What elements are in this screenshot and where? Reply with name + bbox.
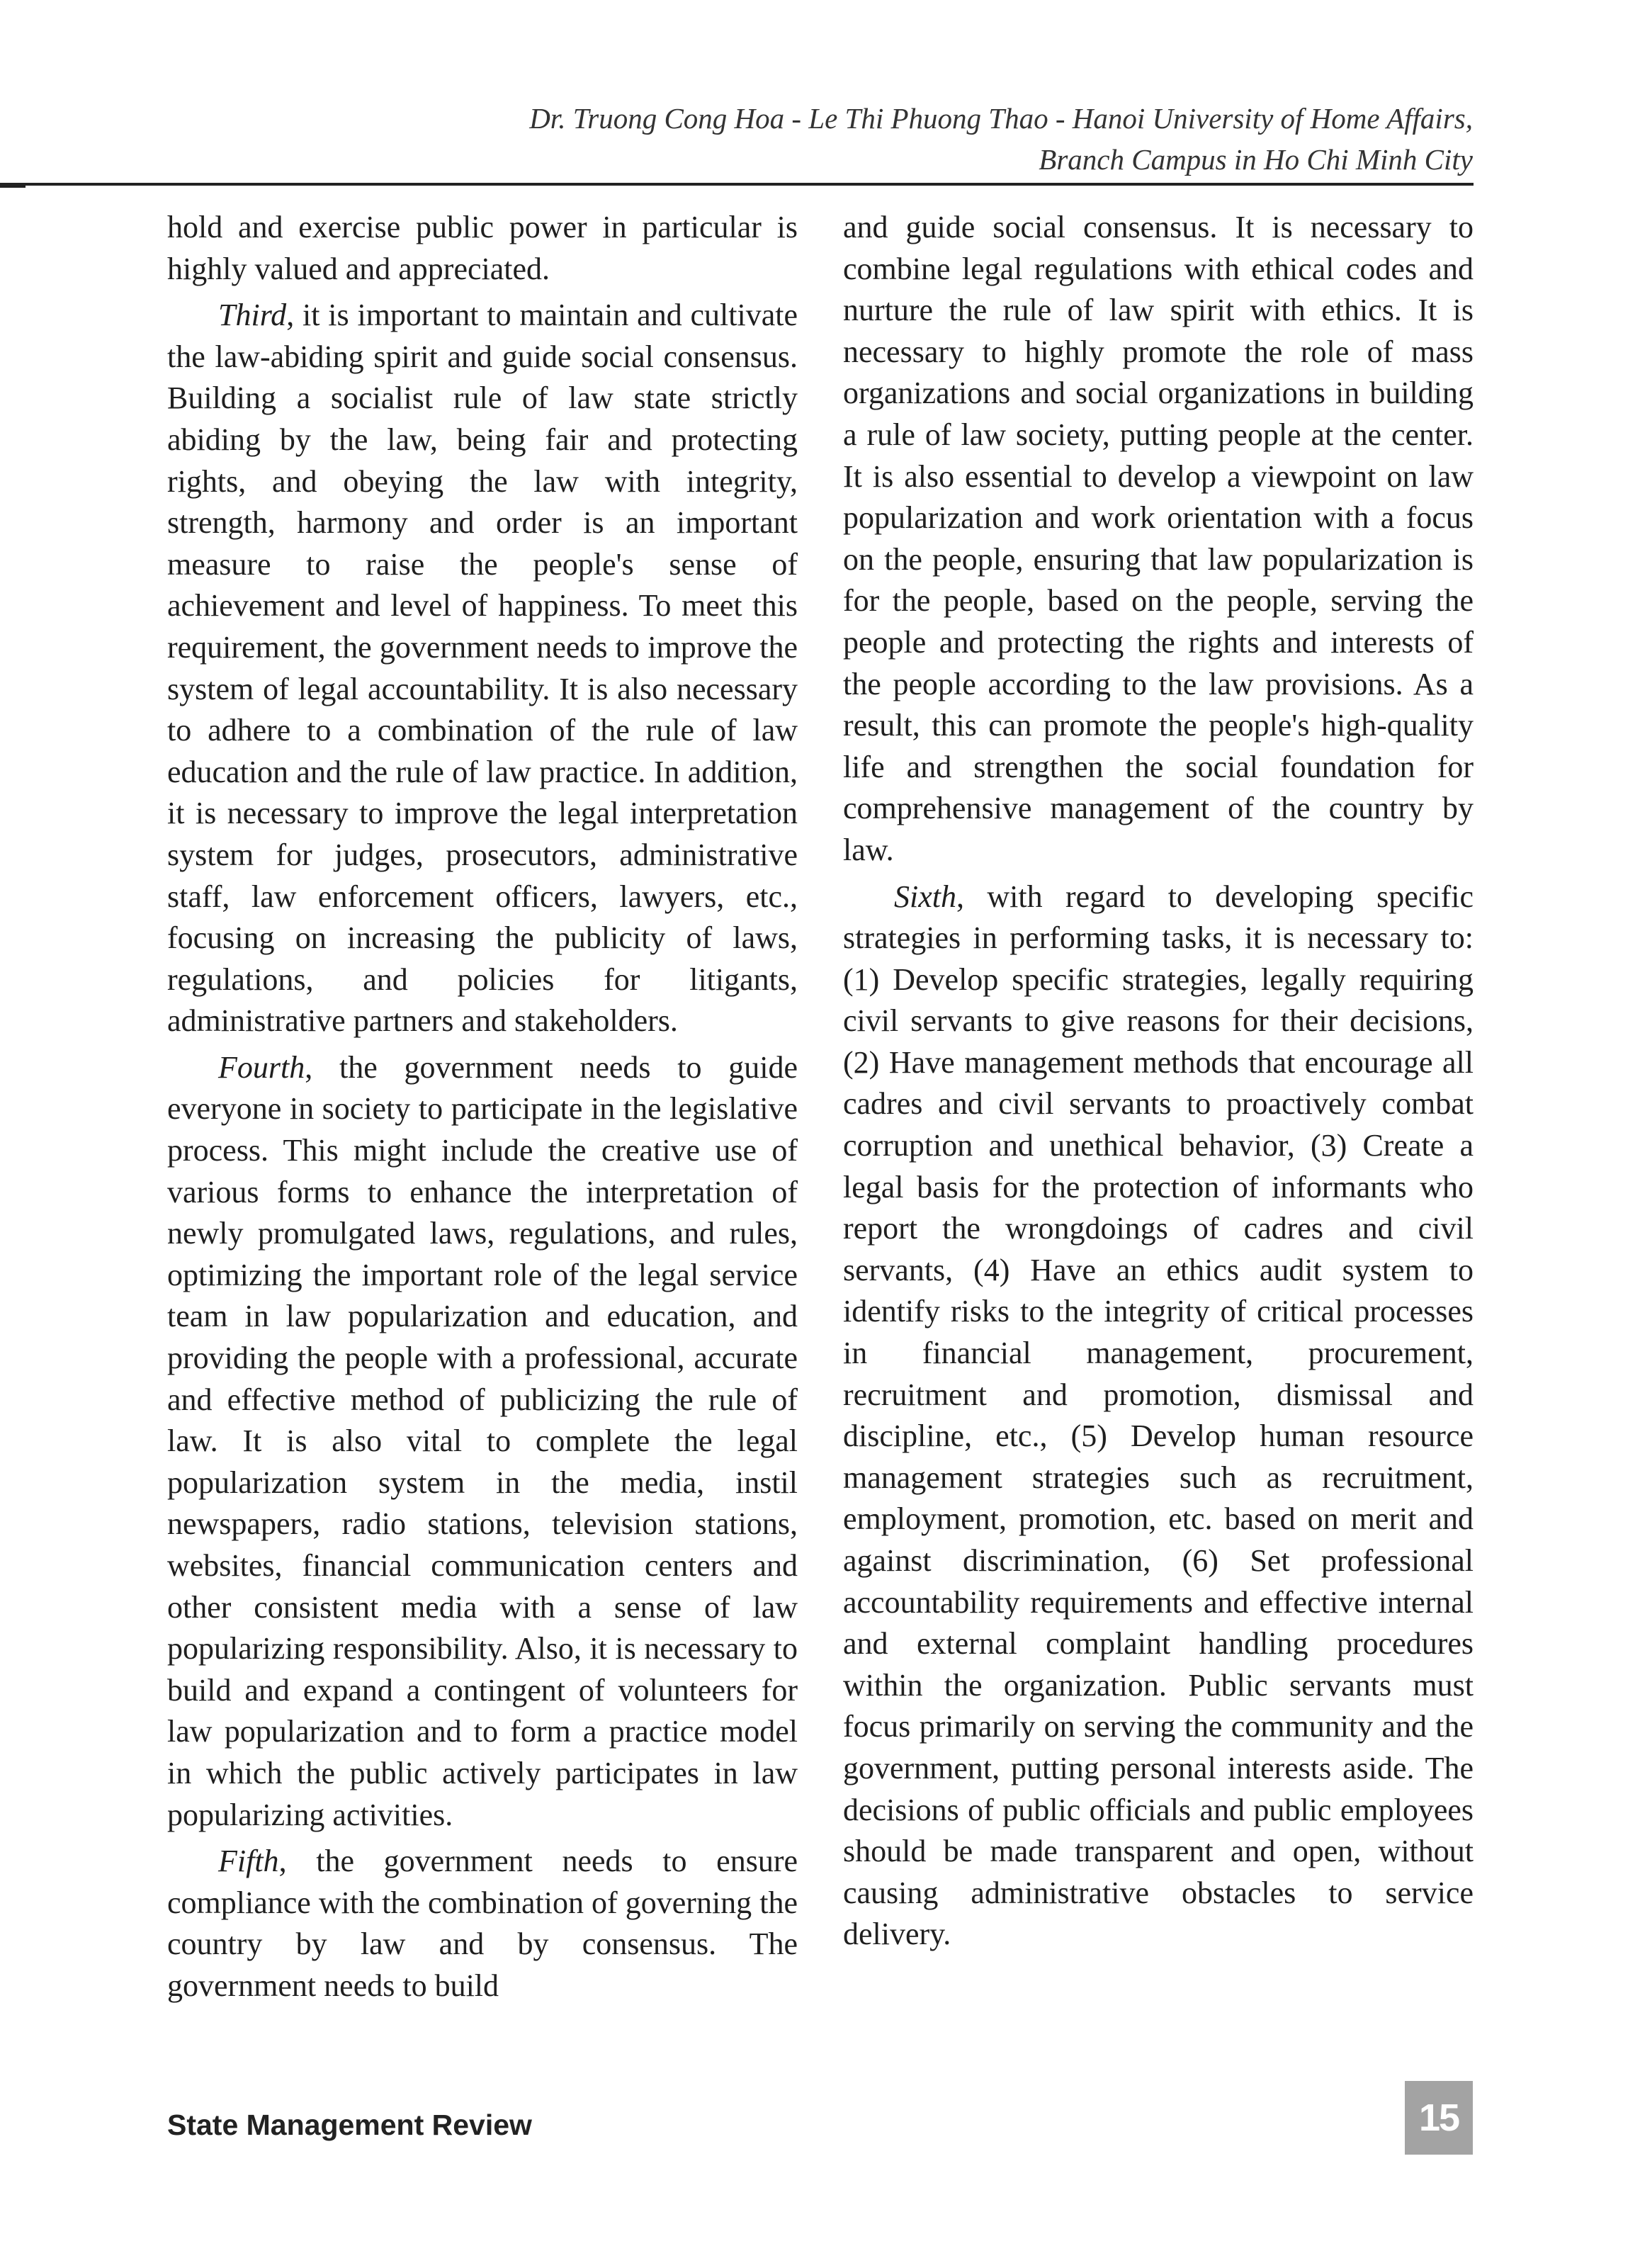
journal-name: State Management Review bbox=[167, 2109, 532, 2141]
paragraph-text: , the government needs to ensure compliance with the combination of governing the country by law and by consensus. The government needs to build bbox=[167, 1844, 798, 2003]
paragraph-text: , the government needs to guide everyone in society to participate in the legislative process. This might include the creative use of various forms to enhance the interpretation of newly promulgated laws, regulations, and rules, optimizing the important role of the legal service team in law popularization and education, and providing the people with a professional, accurate and effective method of publicizing the rule of law. It is also vital to complete the legal popularization system in the media, instil newspapers, radio stations, television stations, websites, financial communication centers and other consistent media with a sense of law popularizing responsibility. Also, it is necessary to build and expand a contingent of volunteers for law popularization and to form a practice model in which the public actively participates in law popularizing activities. bbox=[167, 1049, 798, 1832]
paragraph-lead: Fifth bbox=[218, 1844, 279, 1879]
paragraph-lead: Sixth bbox=[894, 879, 956, 914]
header-affiliation: Branch Campus in Ho Chi Minh City bbox=[1039, 143, 1473, 176]
paragraph: hold and exercise public power in particular is highly valued and appreciated. bbox=[167, 210, 798, 286]
page-number: 15 bbox=[1405, 2081, 1473, 2155]
paragraph-sixth bbox=[843, 876, 1474, 1956]
paragraph-fifth bbox=[167, 1841, 798, 2007]
right-column bbox=[843, 207, 1474, 1960]
paragraph-lead: Third bbox=[218, 298, 287, 333]
left-column bbox=[167, 207, 798, 2012]
paragraph-third bbox=[167, 295, 798, 1042]
paragraph: and guide social consensus. It is necessary to combine legal regulations with ethical codes and nurture the rule of law spirit with ethics. It is necessary to highly promote the role of mass organizations and social organizations in building a rule of law society, putting people at the center. It is also essential to develop a viewpoint on law popularization and work orientation with a focus on the people, ensuring that law popularization is for the people, based on the people, serving the people and protecting the rights and interests of the people according to the law provisions. As a result, this can promote the people's high-quality life and strengthen the social foundation for comprehensive management of the country by law. bbox=[843, 210, 1474, 867]
header-rule-tick bbox=[0, 186, 26, 188]
paragraph-fourth bbox=[167, 1047, 798, 1836]
running-header bbox=[529, 98, 1473, 180]
header-rule bbox=[0, 183, 1474, 186]
header-authors: Dr. Truong Cong Hoa - Le Thi Phuong Thao - Hanoi University of Home Affairs, bbox=[529, 102, 1473, 135]
paragraph-text: , it is important to maintain and cultivate the law-abiding spirit and guide social consensus. Building a socialist rule of law state strictly abiding by the law, being fair and protecting rights, and obeying the law with integrity, strength, harmony and order is an important measure to raise the people's sense of achievement and level of happiness. To meet this requirement, the government needs to improve the system of legal accountability. It is also necessary to adhere to a combination of the rule of law education and the rule of law practice. In addition, it is necessary to improve the legal interpretation system for judges, prosecutors, administrative staff, law enforcement officers, lawyers, etc., focusing on increasing the publicity of laws, regulations, and policies for litigants, administrative partners and stakeholders. bbox=[167, 298, 798, 1039]
paragraph-lead: Fourth bbox=[218, 1049, 305, 1085]
paragraph-text: , with regard to developing specific strategies in performing tasks, it is necessary to: (1) Develop specific strategies, legally requiring civil servants to give reasons for their decisions, (2) Have management methods that encourage all cadres and civil servants to proactively combat corruption and unethical behavior, (3) Create a legal basis for the protection of informants who report the wrongdoings of cadres and civil servants, (4) Have an ethics audit system to identify risks to the integrity of critical processes in financial management, procurement, recruitment and promotion, dismissal and discipline, etc., (5) Develop human resource management strategies such as recruitment, employment, promotion, etc. based on merit and against discrimination, (6) Set professional accountability requirements and effective internal and external complaint handling procedures within the organization. Public servants must focus primarily on serving the community and the government, putting personal interests aside. The decisions of public officials and public employees should be made transparent and open, without causing administrative obstacles to service delivery. bbox=[843, 879, 1474, 1952]
